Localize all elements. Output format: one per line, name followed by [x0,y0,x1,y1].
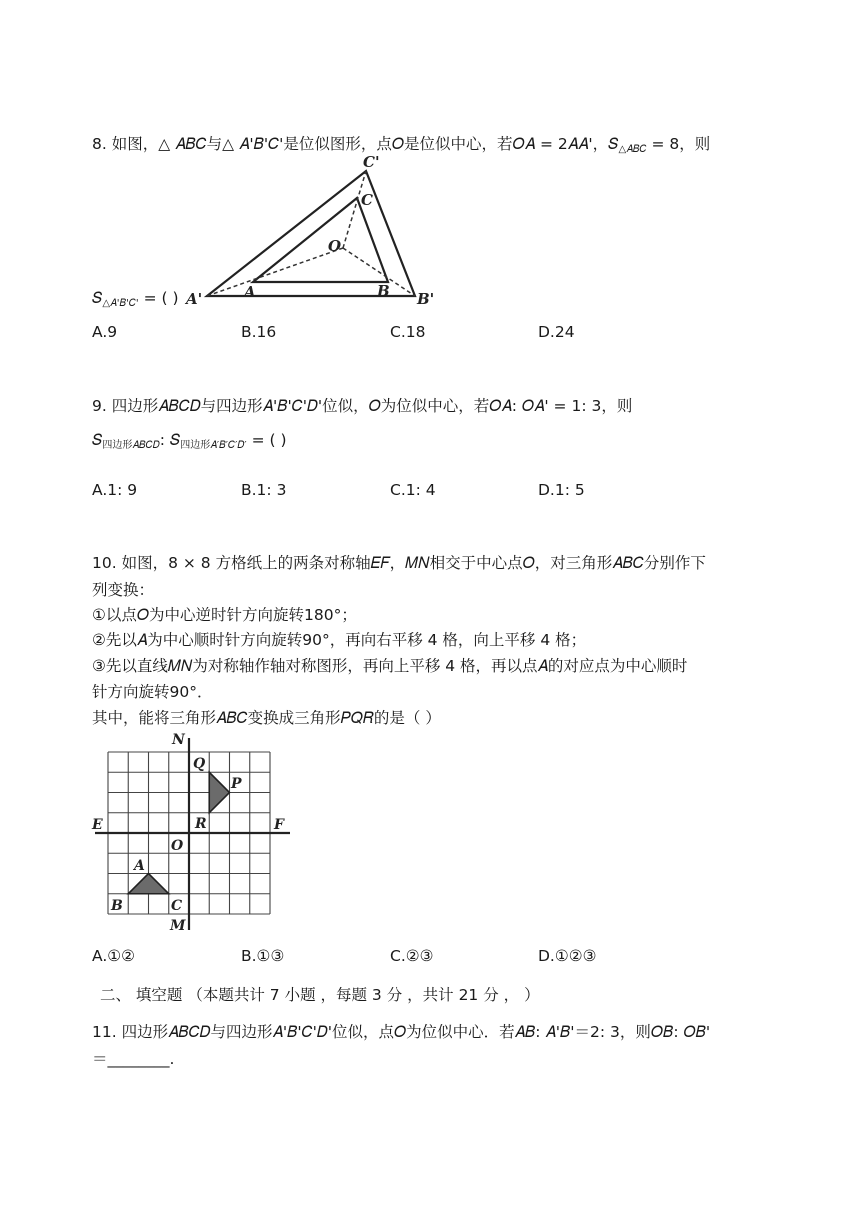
q10-item2: ②先以𝐴为中心顺时针方向旋转90°，再向右平移 4 格，向上平移 4 格； [92,631,587,649]
q10-item3a: ③先以直线𝑀𝑁为对称轴作轴对称图形，再向上平移 4 格，再以点𝐴的对应点为中心顺时 [92,657,688,675]
q8-option-b: B.16 [241,323,277,341]
label-a-prime: A' [186,290,203,308]
label-f: F [274,817,284,833]
triangle-abc-shaded [128,874,169,894]
label-o: O [171,838,184,854]
q10-option-d: D.①②③ [538,947,597,965]
section2-title: 二、 填空题 （本题共计 7 小题 ，每题 3 分 ，共计 21 分 ， ） [100,986,540,1004]
q9-option-a: A.1: 9 [92,481,138,499]
q11-line2: ＝________. [92,1050,175,1068]
q9-option-b: B.1: 3 [241,481,287,499]
q8-option-a: A.9 [92,323,118,341]
q9-option-c: C.1: 4 [390,481,436,499]
q10-line2: 列变换： [92,581,155,599]
label-b: B [111,898,123,914]
q10-item3b: 针方向旋转90°． [92,683,213,701]
label-p: P [231,776,242,792]
label-o: O [328,237,342,255]
triangle-pqr-shaded [209,772,229,813]
q8-option-c: C.18 [390,323,426,341]
label-a: A [134,858,145,874]
q10-question: 其中，能将三角形𝐴𝐵𝐶变换成三角形𝑃𝑄𝑅的是（ ） [92,709,441,727]
q8-option-d: D.24 [538,323,575,341]
label-e: E [92,817,103,833]
label-r: R [195,816,207,832]
q10-option-a: A.①② [92,947,136,965]
label-a: A [244,283,256,301]
label-b: B [377,282,390,300]
q10-option-c: C.②③ [390,947,434,965]
label-c: C [171,898,183,914]
label-n: N [172,732,185,748]
q9-answer-line: 𝑆$_{四边形𝐴𝐵𝐶𝐷}$: 𝑆$_{四边形𝐴'𝐵'𝐶'𝐷'}$ = ( ) [92,431,287,451]
q9-stem: 9. 四边形𝐴𝐵𝐶𝐷与四边形𝐴'𝐵'𝐶'𝐷'位似，𝑂为位似中心，若𝑂𝐴: 𝑂𝐴' = 1: 3，则 [92,397,633,415]
q10-line1: 10. 如图，8 × 8 方格纸上的两条对称轴𝐸𝐹，𝑀𝑁相交于中心点𝑂，对三角形𝐴𝐵𝐶分别作下 [92,554,706,572]
label-m: M [170,918,186,934]
label-b-prime: B' [417,290,435,308]
q10-item1: ①以点𝑂为中心逆时针方向旋转180°； [92,606,357,624]
q10-option-b: B.①③ [241,947,285,965]
q9-option-d: D.1: 5 [538,481,585,499]
q8-stem: 8. 如图，△ 𝐴𝐵𝐶与△ 𝐴'𝐵'𝐶'是位似图形，点𝑂是位似中心，若𝑂𝐴 = 2𝐴𝐴'，𝑆$_{\triangle 𝐴𝐵𝐶}$ = 8，则 [92,135,711,155]
q8-answer-line: 𝑆$_{\triangle 𝐴'𝐵'𝐶'}$ = ( ) [92,289,179,309]
label-q: Q [193,756,206,772]
label-c: C [361,191,373,209]
label-c-prime: C' [363,153,380,171]
q11-line1: 11. 四边形𝐴𝐵𝐶𝐷与四边形𝐴'𝐵'𝐶'𝐷'位似，点𝑂为位似中心．若𝐴𝐵: 𝐴'𝐵'＝2: 3，则𝑂𝐵: 𝑂𝐵' [92,1023,711,1041]
